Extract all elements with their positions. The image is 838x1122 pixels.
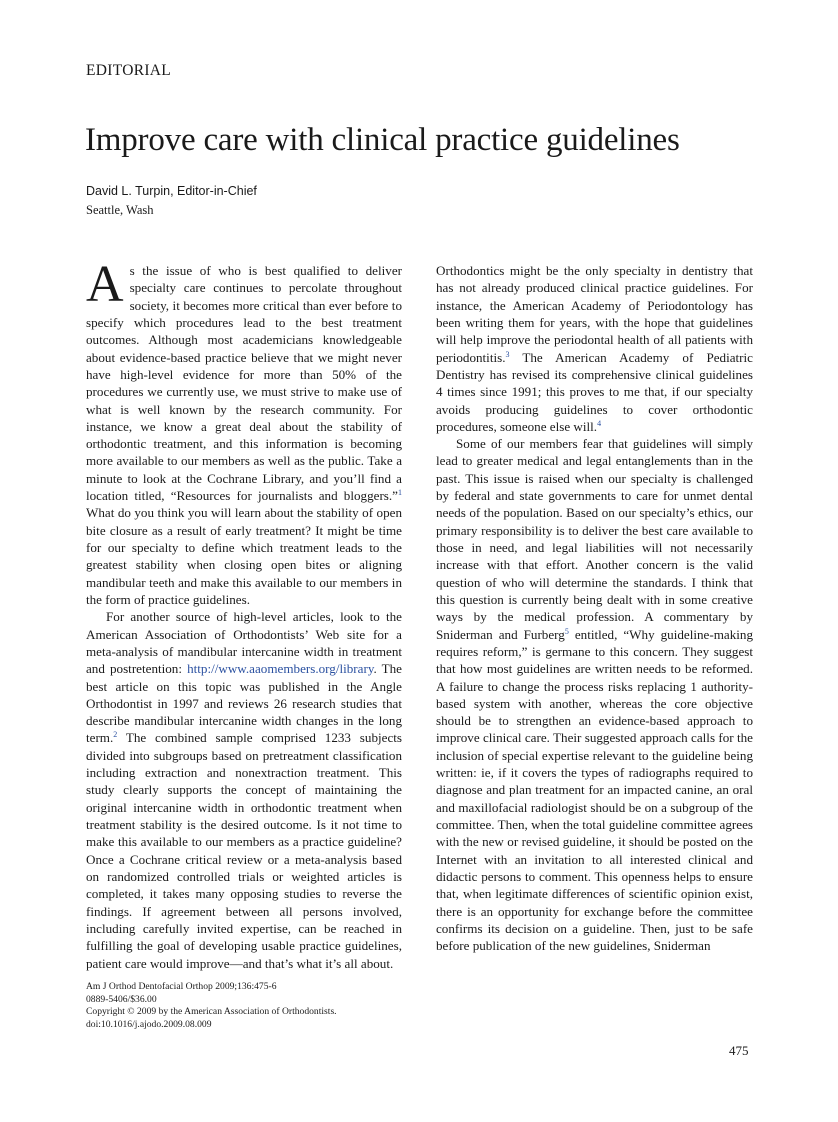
aao-library-link[interactable]: http://www.aaomembers.org/library bbox=[187, 661, 374, 677]
issn-price: 0889-5406/$36.00 bbox=[86, 993, 157, 1005]
copyright-notice: Copyright © 2009 by the American Association of Orthodontists. bbox=[86, 1006, 337, 1018]
author-line: David L. Turpin, Editor-in-Chief bbox=[86, 184, 257, 198]
paragraph-1: As the issue of who is best qualified to deliver specialty care continues to percolate throughout society, it becomes more critical than ever before to specify which procedures lead to the best treatment outcomes. Although most academicians knowledgeable about evidence-based practice believe that we might never have high-level evidence for more than 50% of the procedures we currently use, we must strive to make use of what is well known by the research community. For instance, we know a great deal about the stability of orthodontic treatment, and this information is becoming more available to our members as well as the public. Take a minute to look at the Cochrane Library, and you’ll find a location titled, “Resources for journalists and bloggers.”$^1$ What do you think you will learn about the stability of open bite closure as a result of early treatment? It might be time for our specialty to define which treatment leads to the greatest stability when closing open bites or aligning mandibular teeth and make this available to our members in the form of practice guidelines. bbox=[86, 256, 402, 607]
page-number: 475 bbox=[729, 1043, 749, 1058]
reference-2[interactable]: 2 bbox=[113, 730, 118, 740]
article-title: Improve care with clinical practice guidelines bbox=[85, 122, 680, 158]
paragraph-3: Orthodontics might be the only specialty in dentistry that has not already produced clinical practice guidelines. For instance, the American Academy of Periodontology has been writing them for years, with the hope that guidelines will help improve the periodontal health of all patients with periodontitis.$^3$ The American Academy of Pediatric Dentistry has revised its comprehensive clinical guidelines 4 times since 1991; this proves to me that, if our specialty avoids producing guidelines to cover orthodontic procedures, someone else will.$^4$ bbox=[436, 263, 753, 434]
section-label: EDITORIAL bbox=[86, 62, 172, 79]
author-location: Seattle, Wash bbox=[86, 203, 154, 217]
article-body-right-column bbox=[436, 262, 753, 955]
reference-1[interactable]: 1 bbox=[398, 488, 402, 498]
paragraph-2: For another source of high-level articles, look to the American Association of Orthodontists’ Web site for a meta-analysis of mandibular intercanine width in treatment and postretention: http://www.aaomembers.org/library. The best article on this topic was published in the Angle Orthodontist in 1997 and reviews 26 research studies that describe mandibular intercanine width changes in the long term.$^2$ The combined sample comprised 1233 subjects divided into subgroups based on pretreatment classification including extraction and nonextraction treatment. This study clearly supports the concept of maintaining the original intercanine width in orthodontic treatment when treatment stability is the desired outcome. Is it not time to make this available to our members as a practice guideline? Once a Cochrane critical review or a meta-analysis based on randomized controlled trials or weighted articles is completed, it takes many opposing studies to reverse the findings. If agreement between all persons involved, including carefully invited expertise, can be reached in fulfilling the goal of developing usable practice guidelines, patient care would improve—and that’s what it’s all about. bbox=[86, 609, 402, 971]
reference-5[interactable]: 5 bbox=[564, 626, 569, 636]
journal-citation: Am J Orthod Dentofacial Orthop 2009;136:475-6 bbox=[86, 981, 277, 992]
reference-4[interactable]: 4 bbox=[597, 418, 602, 428]
drop-cap: A bbox=[86, 256, 124, 313]
publication-footnote bbox=[86, 981, 337, 1031]
paragraph-4: Some of our members fear that guidelines will simply lead to greater medical and legal entanglements than in the past. This issue is raised when our specialty is challenged by federal and state governments to care for unmet dental needs of the population. Based on our specialty’s ethics, our primary responsibility is to deliver the best care available to those in need, and legal liabilities will not necessarily increase with that effort. Another concern is the valid question of who will determine the standards. I think that this question is currently being dealt with in some creative ways by the medical profession. A commentary by Sniderman and Furberg$^5$ entitled, “Why guideline-making requires reform,” is germane to this concern. They suggest that how most guidelines are written needs to be reformed. A failure to change the process risks replacing 1 authority-based system with another, whereas the core objective should be to strengthen an evidence-based approach to improve clinical care. Their suggested approach calls for the inclusion of special expertise relevant to the guideline being written: ie, if it covers the types of radiographs required to diagnose and plan treatment for an impacted canine, an oral and maxillofacial radiologist should be on a subgroup of the committee. Then, when the total guideline committee agrees with the new or revised guideline, it should be posted on the Internet with an invitation to all interested clinical and didactic persons to comment. This openness helps to ensure that, when legitimate differences of scientific opinion exist, there is an opportunity for exchange before the committee confirms its decision on a guideline. Then, just to be safe before publication of the new guidelines, Sniderman bbox=[436, 436, 753, 954]
article-body-left-column bbox=[86, 256, 402, 972]
doi: doi:10.1016/j.ajodo.2009.08.009 bbox=[86, 1018, 212, 1030]
reference-3[interactable]: 3 bbox=[505, 349, 510, 359]
